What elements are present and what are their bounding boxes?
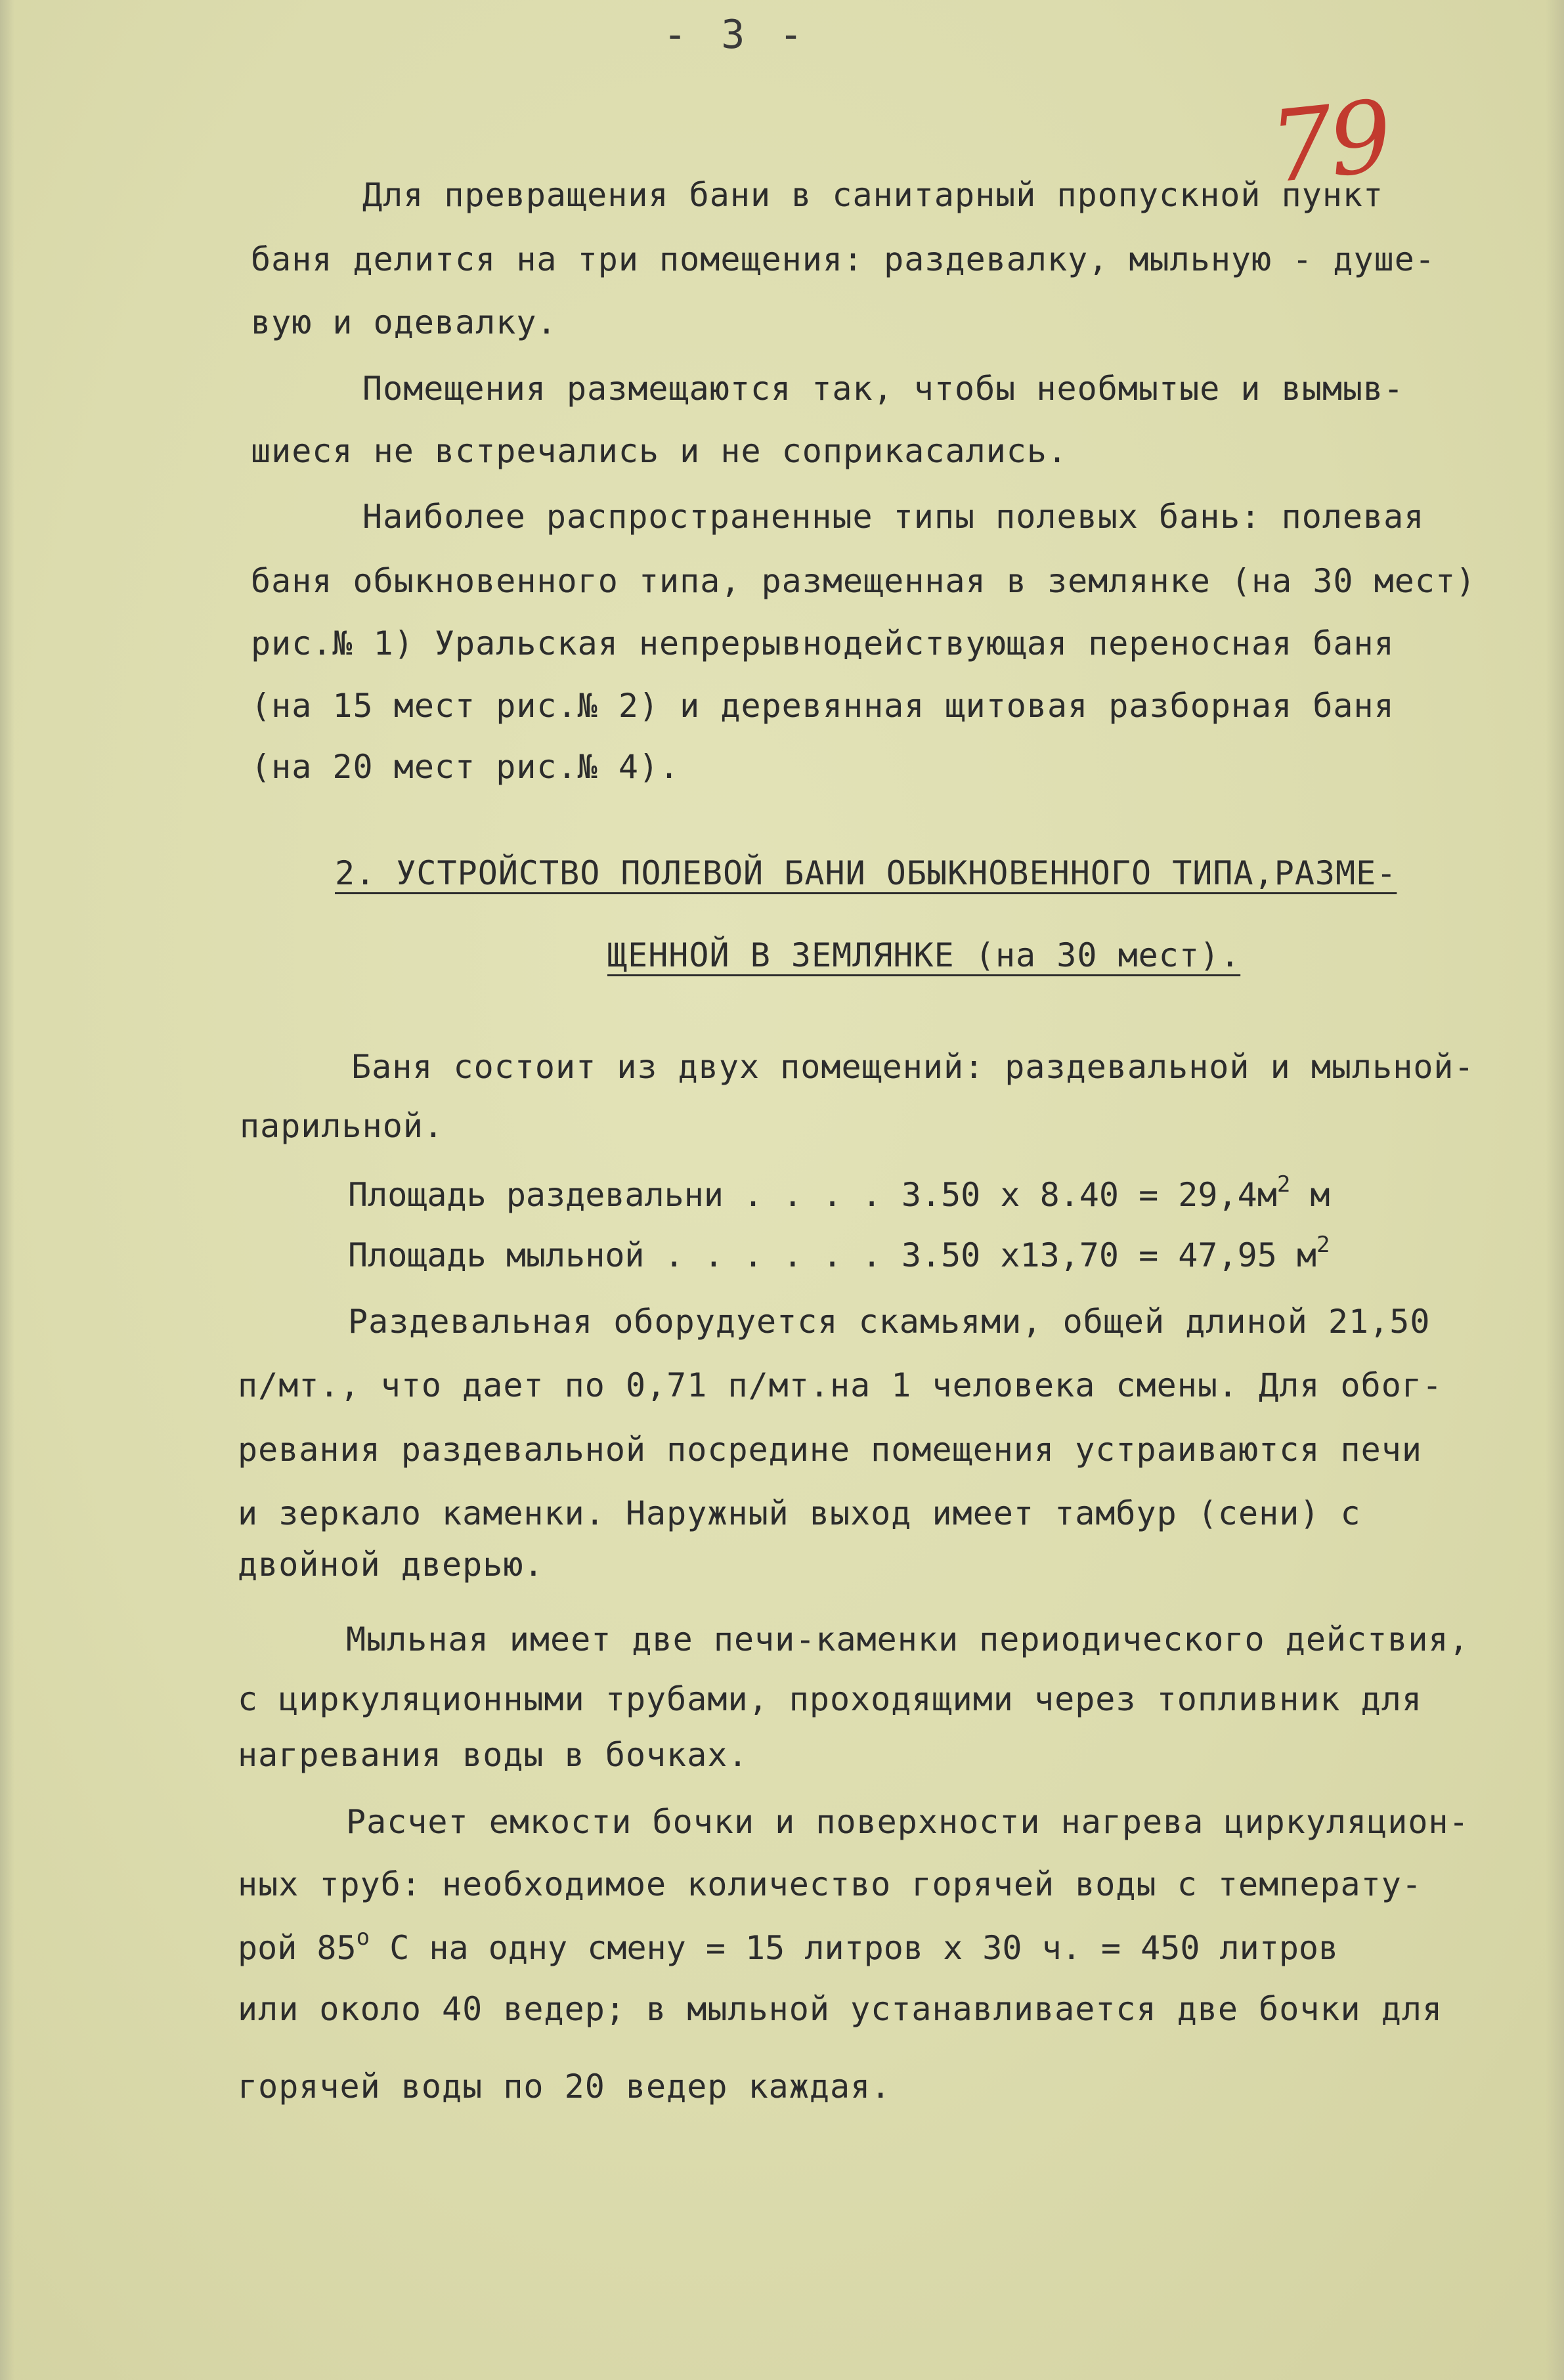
area-row-changing-room: Площадь раздевальни . . . . 3.50 х $8.40 = 29,4м^2$ м: [348, 1171, 1330, 1214]
text-line: баня делится на три помещения: раздевалку, мыльную - душе-: [251, 240, 1435, 278]
text-line: Баня состоит из двух помещений: раздевальной и мыльной-: [351, 1048, 1475, 1086]
text-line: Помещения размещаются так, чтобы необмытые и вымыв-: [362, 370, 1404, 408]
text-line: с циркуляционными трубами, проходящими через топливник для: [238, 1680, 1422, 1718]
text-line: Для превращения бани в санитарный пропускной пункт: [362, 176, 1384, 214]
text-line: (на 20 мест рис.№ 4).: [251, 748, 680, 786]
page-number: - 3 -: [663, 12, 808, 58]
text-line: Мыльная имеет две печи-каменки периодического действия,: [346, 1620, 1469, 1658]
section-heading-line: ЩЕННОЙ В ЗЕМЛЯНКЕ (на 30 мест).: [607, 936, 1241, 974]
handwritten-sheet-number: 79: [1265, 79, 1394, 206]
text-line: парильной.: [240, 1107, 445, 1145]
text-line: рис.№ 1) Уральская непрерывнодействующая переносная баня: [251, 624, 1395, 662]
text-line: нагревания воды в бочках.: [238, 1736, 749, 1774]
area-row-washroom: Площадь мыльной . . . . . . 3.50 х13,70 = 47,95 $м^2$: [348, 1232, 1330, 1274]
text-line: (на 15 мест рис.№ 2) и деревянная щитовая разборная баня: [251, 687, 1395, 725]
text-line: Раздевальная оборудуется скамьями, общей длиной 21,50: [348, 1303, 1431, 1341]
text-line: Расчет емкости бочки и поверхности нагрева циркуляцион-: [346, 1803, 1469, 1841]
text-line: двойной дверью.: [238, 1546, 544, 1584]
text-line: ревания раздевальной посредине помещения устраиваются печи: [238, 1431, 1422, 1469]
text-line: п/мт., что дает по 0,71 п/мт.на 1 человека смены. Для обог-: [238, 1366, 1443, 1404]
paper-edge-left: [0, 0, 14, 2380]
temperature-line: рой $85^о$ С на одну смену = 15 литров х 30 ч. = 450 литров: [238, 1924, 1339, 1967]
text-line: вую и одевалку.: [251, 303, 557, 341]
text-line: Наиболее распространенные типы полевых бань: полевая: [362, 498, 1425, 536]
text-line: ных труб: необходимое количество горячей воды с температу-: [238, 1865, 1422, 1903]
section-heading-line: 2. УСТРОЙСТВО ПОЛЕВОЙ БАНИ ОБЫКНОВЕННОГО ТИПА,РАЗМЕ-: [335, 854, 1397, 892]
text-line: или около 40 ведер; в мыльной устанавливается две бочки для: [238, 1990, 1443, 2028]
text-line: шиеся не встречались и не соприкасались.: [251, 432, 1068, 470]
text-line: и зеркало каменки. Наружный выход имеет тамбур (сени) с: [238, 1494, 1361, 1532]
text-line: горячей воды по 20 ведер каждая.: [238, 2067, 892, 2106]
paper-edge-right: [1546, 0, 1564, 2380]
text-line: баня обыкновенного типа, размещенная в землянке (на 30 мест): [251, 562, 1477, 600]
